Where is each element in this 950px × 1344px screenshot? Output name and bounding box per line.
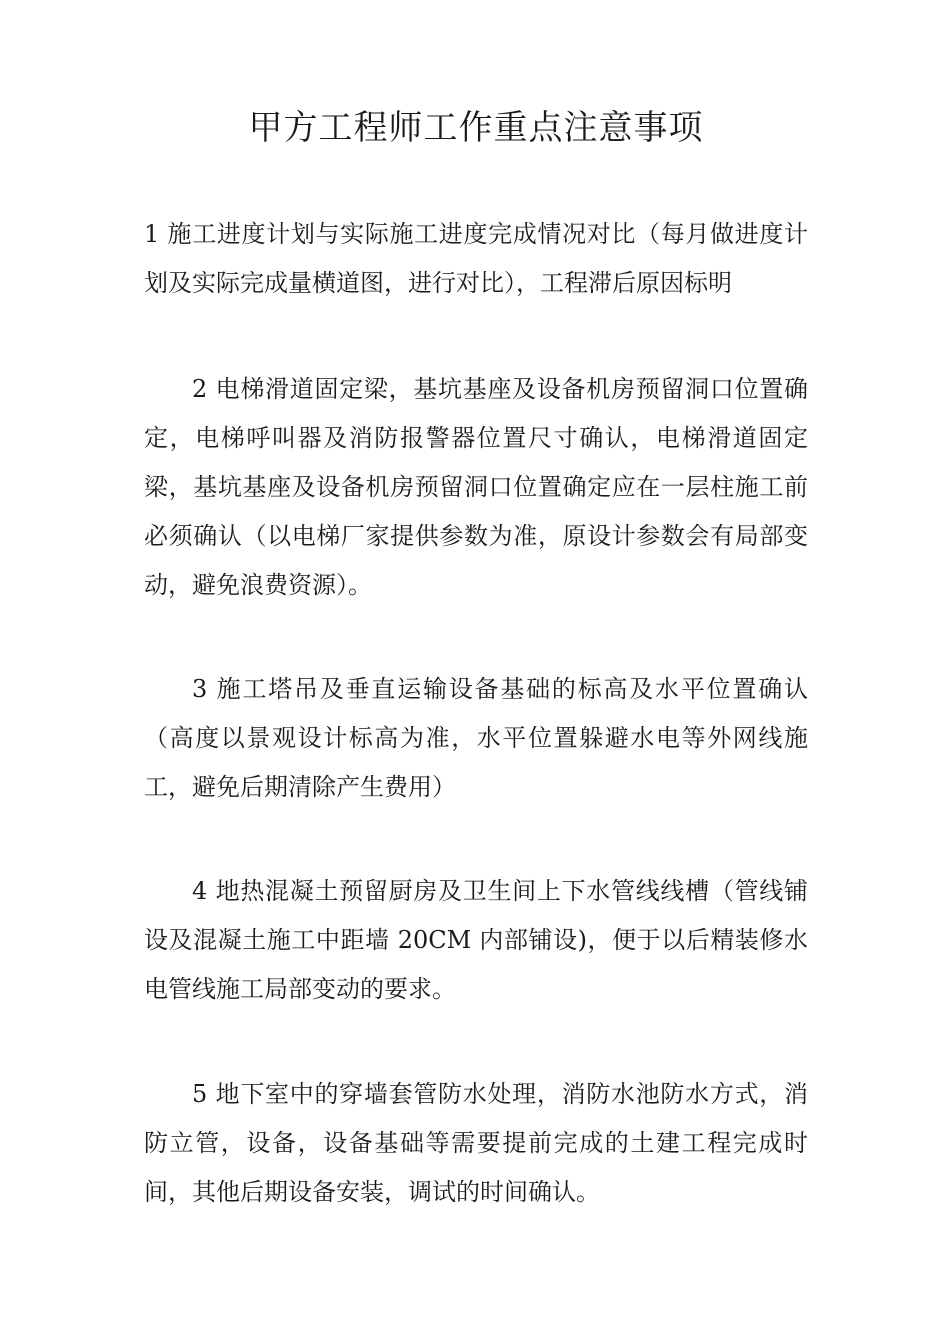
item-5: 5 地下室中的穿墙套管防水处理，消防水池防水方式，消防立管，设备，设备基础等需要提前完成的土建工程完成时间，其他后期设备安装，调试的时间确认。 (144, 1080, 808, 1206)
item-1: 1 施工进度计划与实际施工进度完成情况对比（每月做进度计划及实际完成量横道图，进行对比），工程滞后原因标明 (144, 220, 808, 297)
document-title: 甲方工程师工作重点注意事项 (248, 108, 704, 148)
item-4: 4 地热混凝土预留厨房及卫生间上下水管线线槽（管线铺设及混凝土施工中距墙 20CM 内部铺设)，便于以后精装修水电管线施工局部变动的要求。 (144, 877, 808, 1003)
item-3: 3 施工塔吊及垂直运输设备基础的标高及水平位置确认（高度以景观设计标高为准，水平位置躲避水电等外网线施工，避免后期清除产生费用） (144, 675, 808, 801)
item-2: 2 电梯滑道固定梁，基坑基座及设备机房预留洞口位置确定，电梯呼叫器及消防报警器位置尺寸确认，电梯滑道固定梁，基坑基座及设备机房预留洞口位置确定应在一层柱施工前必须确认（以电梯厂家提供参数为准，原设计参数会有局部变动，避免浪费资源）。 (144, 375, 808, 599)
